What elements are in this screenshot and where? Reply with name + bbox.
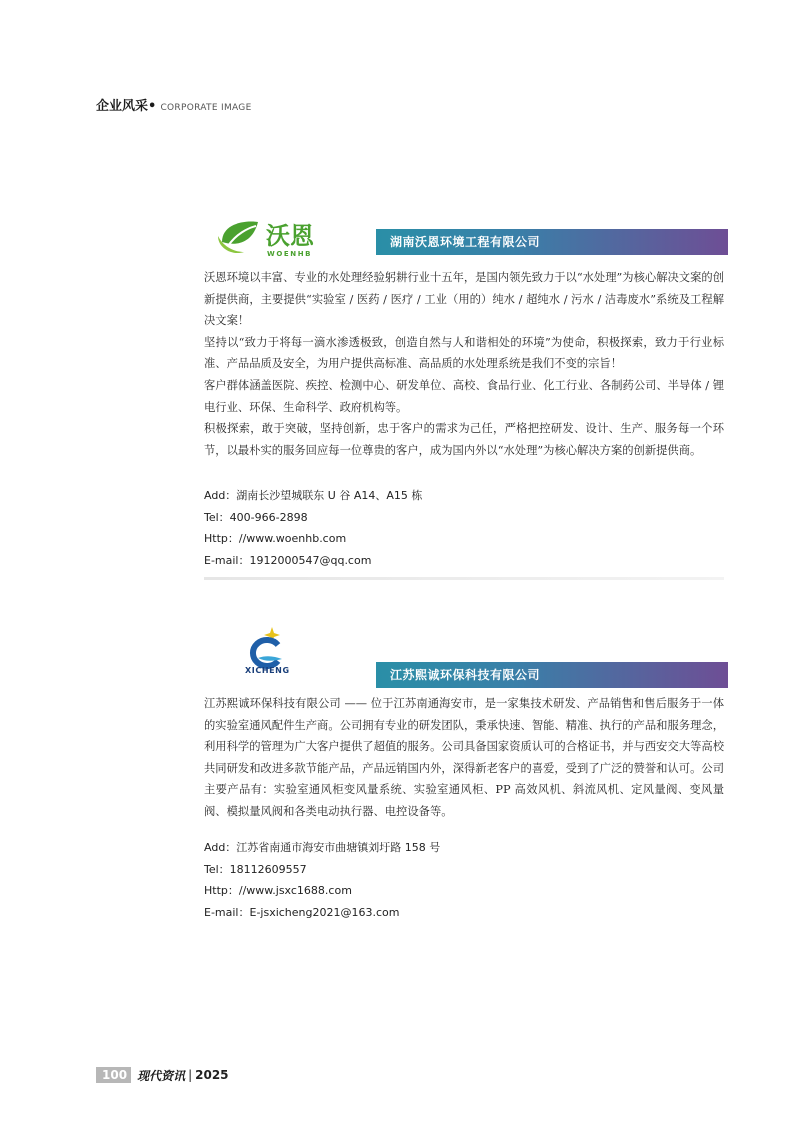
footer-separator: |	[188, 1068, 193, 1082]
company-description	[204, 693, 724, 823]
section-title-en: CORPORATE IMAGE	[160, 103, 252, 113]
contact-tel: Tel：18112609557	[204, 862, 307, 876]
description-paragraph: 沃恩环境以丰富、专业的水处理经验躬耕行业十五年，是国内领先致力于以“水处理”为核心解决文案的创新提供商，主要提供“实验室 / 医药 / 医疗 / 工业（用的）纯水 / 超纯水 / 污水 / 洁毒废水”系统及工程解决文案！	[204, 271, 724, 328]
leaf-logo-icon	[214, 212, 364, 262]
contact-address: Add：湖南长沙望城联东 U 谷 A14、A15 栋	[204, 489, 423, 502]
woenhb-logo	[214, 212, 364, 262]
issue-year: 2025	[195, 1068, 229, 1082]
contact-website: Http：//www.woenhb.com	[204, 532, 347, 545]
xicheng-logo-icon	[214, 625, 364, 675]
contact-tel: Tel：400-966-2898	[204, 510, 308, 524]
page-number: 100	[96, 1067, 131, 1083]
contact-email: E-mail：1912000547@qq.com	[204, 553, 372, 567]
contact-website: Http：//www.jsxc1688.com	[204, 884, 352, 897]
woenhb-logo-name-en: WOENHB	[267, 250, 313, 258]
contact-info	[204, 837, 724, 923]
contact-info	[204, 485, 724, 571]
section-header	[96, 95, 252, 114]
header-separator: •	[148, 99, 157, 114]
company-name-bar: 湖南沃恩环境工程有限公司	[376, 229, 728, 255]
page-footer	[96, 1066, 229, 1084]
contact-address: Add：江苏省南通市海安市曲塘镇刘圩路 158 号	[204, 841, 441, 854]
company-name-bar: 江苏熙诚环保科技有限公司	[376, 662, 728, 688]
description-paragraph: 江苏熙诚环保科技有限公司 —— 位于江苏南通海安市，是一家集技术研发、产品销售和售后服务于一体的实验室通风配件生产商。公司拥有专业的研发团队，秉承快速、智能、精准、执行的产品和服务理念，利用科学的管理为广大客户提供了超值的服务。公司具备国家资质认可的合格证书，并与西安交大等高校共同研发和改进多款节能产品，产品远销国内外，深得新老客户的喜爱，受到了广泛的赞誉和认可。公司主要产品有：实验室通风柜变风量系统、实验室通风柜、PP 高效风机、斜流风机、定风量阀、变风量阀、模拟量风阀和各类电动执行器、电控设备等。	[204, 697, 724, 818]
description-paragraph: 积极探索，敢于突破，坚持创新，忠于客户的需求为己任，严格把控研发、设计、生产、服务每一个环节，以最朴实的服务回应每一位尊贵的客户，成为国内外以“水处理”为核心解决方案的创新提供商。	[204, 422, 724, 457]
description-paragraph: 坚持以“致力于将每一滴水渗透极致，创造自然与人和谐相处的环境”为使命，积极探索，致力于行业标准、产品品质及安全，为用户提供高标准、高品质的水处理系统是我们不变的宗旨！	[204, 335, 724, 371]
section-divider	[204, 577, 724, 580]
magazine-name: 现代资讯	[137, 1068, 186, 1083]
xicheng-logo	[214, 625, 364, 675]
description-paragraph: 客户群体涵盖医院、疾控、检测中心、研发单位、高校、食品行业、化工行业、各制药公司、半导体 / 锂电行业、环保、生命科学、政府机构等。	[204, 378, 724, 414]
contact-email: E-mail：E-jsxicheng2021@163.com	[204, 905, 400, 919]
woenhb-logo-name-cn: 沃恩	[266, 222, 314, 250]
xicheng-logo-name-en: XICHENG	[245, 666, 290, 675]
company-description	[204, 267, 724, 461]
section-title-cn: 企业风采	[96, 99, 149, 114]
